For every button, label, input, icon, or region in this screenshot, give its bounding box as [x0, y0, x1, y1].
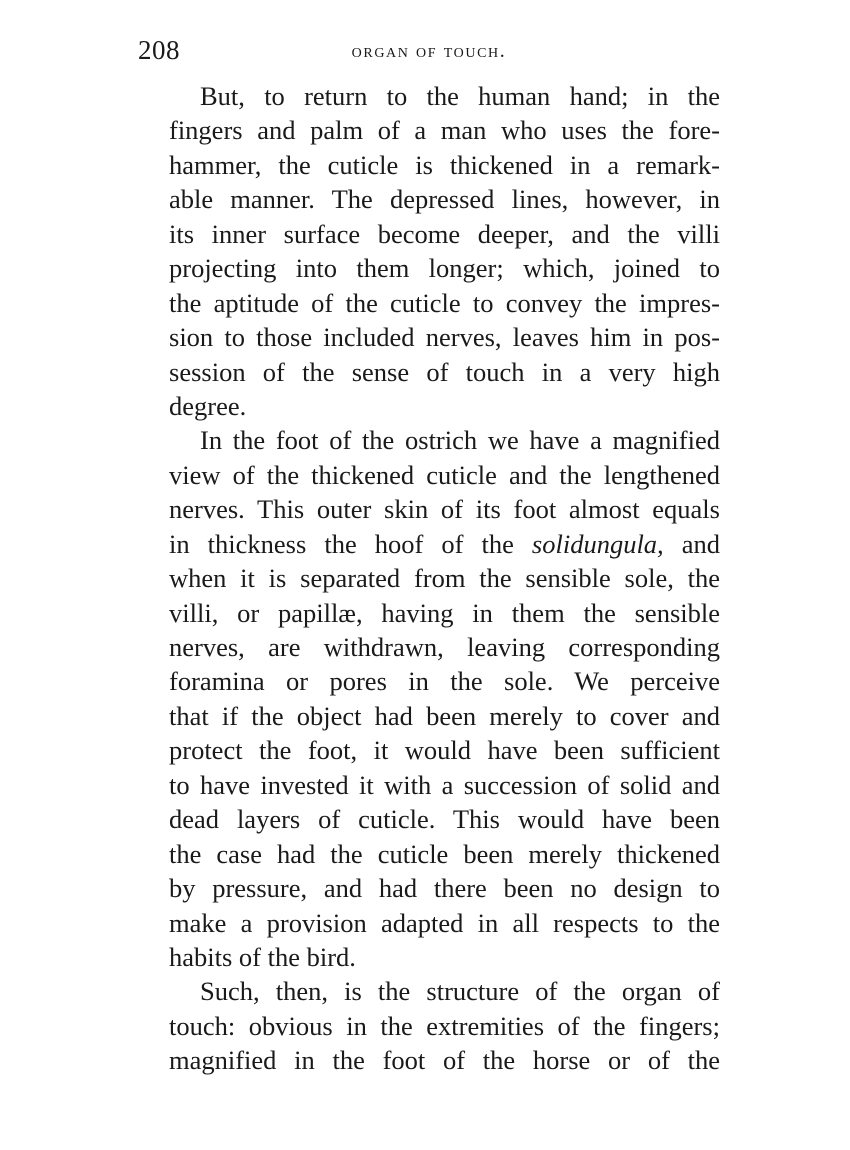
text-line-mixed	[138, 527, 720, 561]
text-line: able manner. The depressed lines, however, in	[169, 184, 720, 215]
text-line: hammer, the cuticle is thickened in a remark-	[169, 149, 720, 180]
text-line: by pressure, and had there been no design to	[169, 873, 720, 904]
text-line: dead layers of cuticle. This would have been	[169, 804, 720, 835]
text-line: nerves, are withdrawn, leaving corresponding	[169, 632, 720, 662]
paragraph-2	[138, 423, 720, 974]
page-number: 208	[138, 35, 180, 65]
running-head: organ of touch.	[351, 40, 507, 62]
text-segment: and	[681, 528, 720, 559]
text-line: habits of the bird.	[169, 941, 356, 972]
paragraph-1	[138, 79, 720, 423]
text-line: the aptitude of the cuticle to convey the impres-	[169, 287, 720, 318]
text-line: But, to return to the human hand; in the	[200, 81, 720, 111]
text-line: nerves. This outer skin of its foot almost equals	[169, 494, 720, 525]
text-line: its inner surface become deeper, and the villi	[169, 218, 720, 249]
text-line: foramina or pores in the sole. We perceive	[169, 666, 720, 697]
text-line: degree.	[169, 390, 247, 421]
text-line: that if the object had been merely to cover and	[169, 700, 720, 731]
text-line: the case had the cuticle been merely thickened	[169, 838, 720, 869]
text-line: touch: obvious in the extremities of the fingers;	[169, 1010, 720, 1041]
text-line: when it is separated from the sensible sole, the	[169, 563, 720, 594]
text-line: sion to those included nerves, leaves him in pos-	[169, 322, 720, 353]
text-line: protect the foot, it would have been sufficient	[169, 735, 720, 766]
italic-term: solidungula,	[531, 528, 664, 559]
text-line: make a provision adapted in all respects to the	[169, 907, 720, 938]
text-line: Such, then, is the structure of the organ of	[200, 976, 720, 1007]
text-line: session of the sense of touch in a very high	[169, 356, 720, 387]
text-line: to have invested it with a succession of solid and	[169, 769, 720, 800]
text-line: villi, or papillæ, having in them the sensible	[169, 597, 720, 628]
text-line: view of the thickened cuticle and the lengthened	[169, 459, 720, 490]
text-segment: in thickness the hoof of the	[169, 528, 514, 559]
paragraph-3	[138, 974, 720, 1077]
body-text	[138, 79, 720, 1078]
text-line: magnified in the foot of the horse or of the	[169, 1045, 720, 1076]
page-header	[138, 30, 720, 70]
text-line: In the foot of the ostrich we have a magnified	[200, 425, 720, 456]
text-line: projecting into them longer; which, joined to	[169, 253, 720, 284]
text-line: fingers and palm of a man who uses the fore-	[169, 115, 720, 146]
